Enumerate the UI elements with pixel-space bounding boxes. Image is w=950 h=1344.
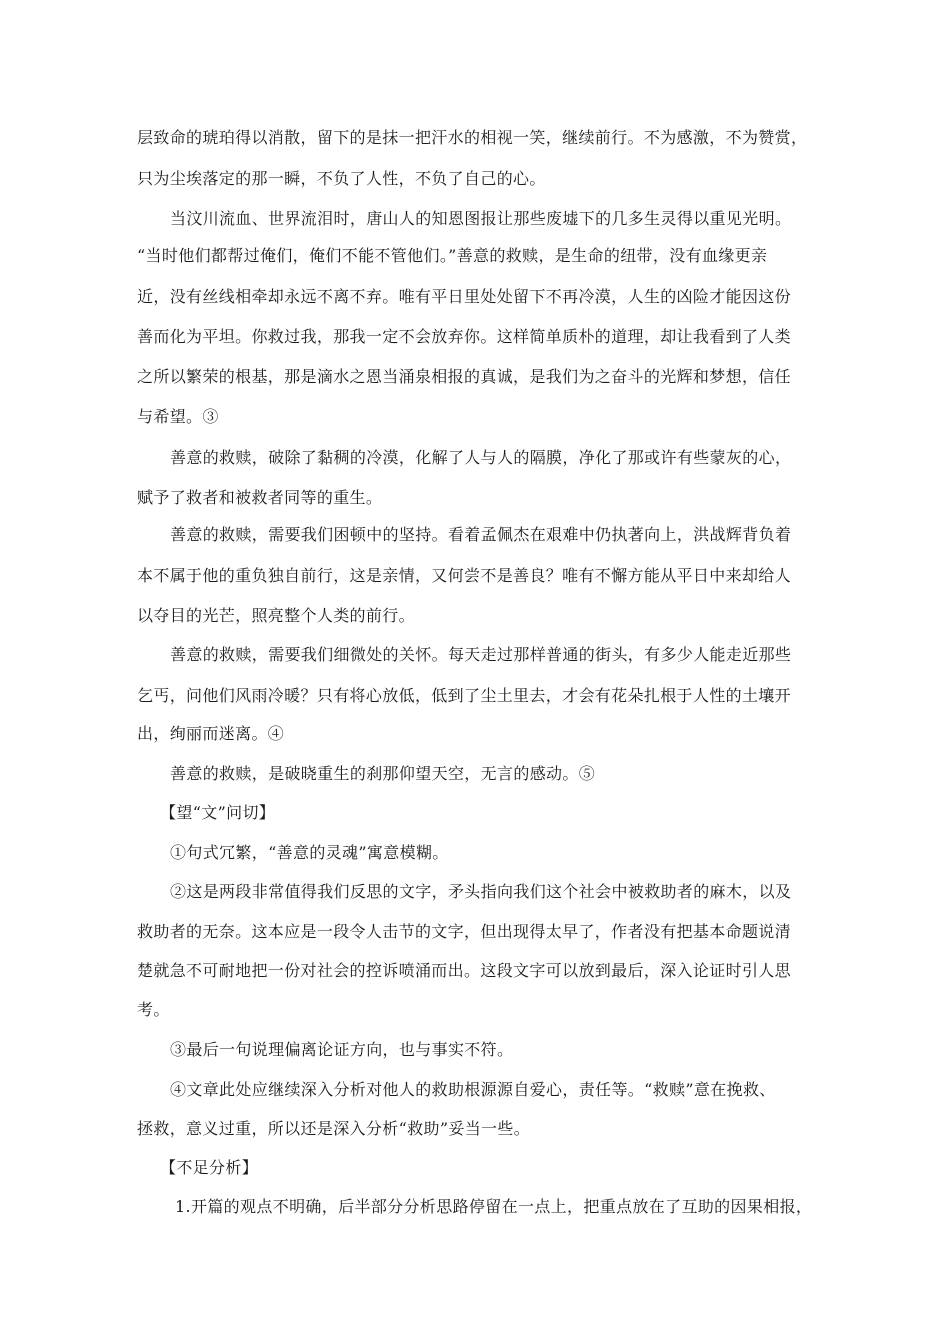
text-line: “当时他们都帮过俺们，俺们不能不管他们。”善意的救赎，是生命的纽带，没有血缘更亲 [137,246,768,265]
text-line: 善而化为平坦。你救过我，那我一定不会放弃你。这样简单质朴的道理，却让我看到了人类 [137,327,792,346]
text-line: 之所以繁荣的根基，那是滴水之恩当涌泉相报的真诚，是我们为之奋斗的光辉和梦想，信任 [137,367,792,386]
text-line: 以夺目的光芒，照亮整个人类的前行。 [137,606,415,625]
text-line: ④文章此处应继续深入分析对他人的救助根源源自爱心，责任等。“救赎”意在挽救、 [170,1080,776,1099]
text-line: 善意的救赎，破除了黏稠的冷漠，化解了人与人的隔膜，净化了那或许有些蒙灰的心， [170,448,792,467]
text-line: 救助者的无奈。这本应是一段令人击节的文字，但出现得太早了，作者没有把基本命题说清 [137,922,792,941]
text-line: 善意的救赎，需要我们困顿中的坚持。看着孟佩杰在艰难中仍执著向上，洪战辉背负着 [170,525,792,544]
text-line: 善意的救赎，需要我们细微处的关怀。每天走过那样普通的街头，有多少人能走近那些 [170,645,792,664]
text-line: 本不属于他的重负独自前行，这是亲情，又何尝不是善良？唯有不懈方能从平日中来却给人 [137,566,792,585]
text-line: 楚就急不可耐地把一份对社会的控诉喷涌而出。这段文字可以放到最后，深入论证时引人思 [137,961,792,980]
section-heading: 【望“文”问切】 [160,803,276,822]
text-line: 与希望。③ [137,407,219,426]
text-line: ①句式冗繁，“善意的灵魂”寓意模糊。 [170,843,449,862]
text-line: 拯救，意义过重，所以还是深入分析“救助”妥当一些。 [137,1119,531,1138]
text-line: 近，没有丝线相牵却永远不离不弃。唯有平日里处处留下不再冷漠，人生的凶险才能因这份 [137,287,792,306]
text-line: 考。 [137,1000,170,1019]
text-line: 层致命的琥珀得以消散，留下的是抹一把汗水的相视一笑，继续前行。不为感激，不为赞赏， [137,128,808,147]
text-line: ②这是两段非常值得我们反思的文字，矛头指向我们这个社会中被救助者的麻木，以及 [170,882,792,901]
text-line: 出，绚丽而迷离。④ [137,724,285,743]
section-heading: 【不足分析】 [160,1158,259,1177]
text-line: ③最后一句说理偏离论证方向，也与事实不符。 [170,1040,514,1059]
text-line: 1.开篇的观点不明确，后半部分分析思路停留在一点上，把重点放在了互助的因果相报， [175,1197,813,1216]
text-line: 只为尘埃落定的那一瞬，不负了人性，不负了自己的心。 [137,169,546,188]
text-line: 乞丐，问他们风雨冷暖？只有将心放低，低到了尘土里去，才会有花朵扎根于人性的土壤开 [137,686,792,705]
text-line: 赋予了救者和被救者同等的重生。 [137,488,383,507]
text-line: 当汶川流血、世界流泪时，唐山人的知恩图报让那些废墟下的几多生灵得以重见光明。 [170,209,792,228]
text-line: 善意的救赎，是破晓重生的刹那仰望天空，无言的感动。⑤ [170,764,596,783]
